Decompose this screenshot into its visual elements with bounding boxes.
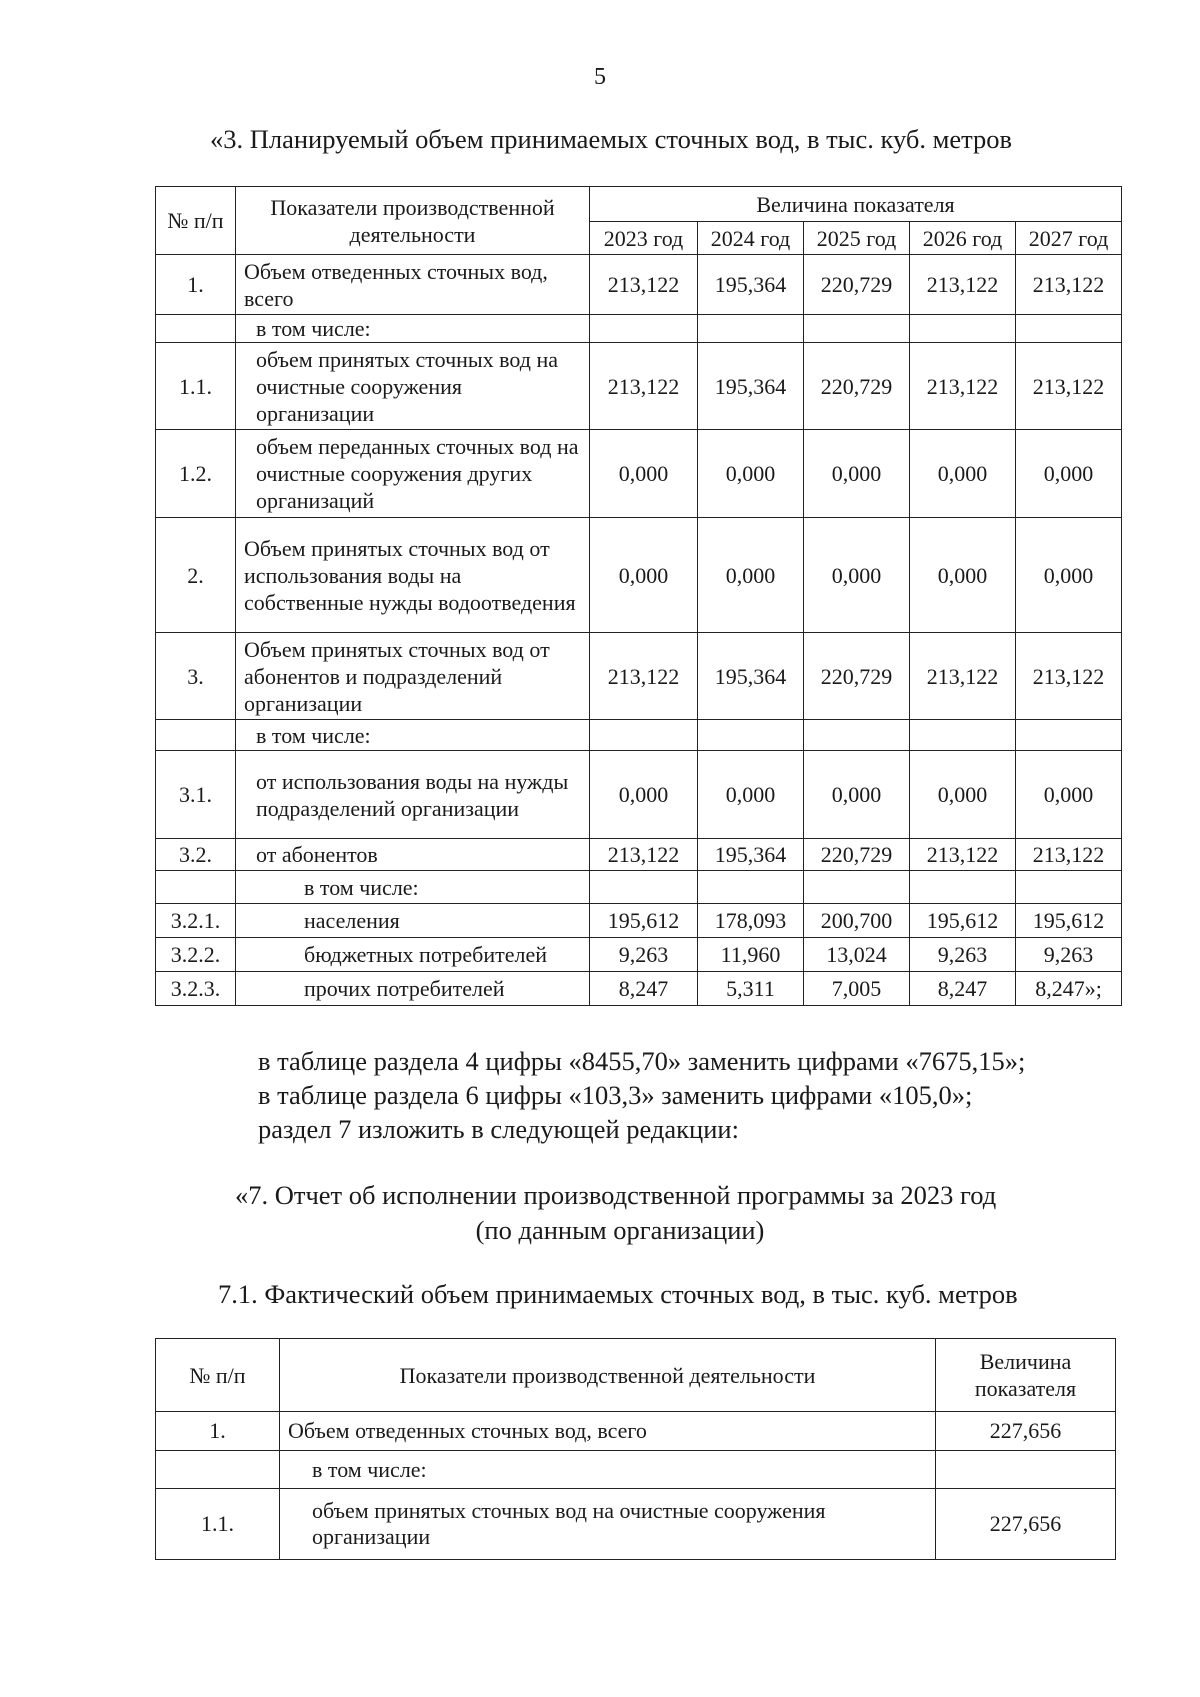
section-71-title: 7.1. Фактический объем принимаемых сточных вод, в тыс. куб. метров [218,1279,1018,1309]
row-value: 0,000 [590,430,698,518]
row-label: бюджетных потребителей [236,938,590,972]
row-value: 220,729 [804,839,910,871]
row-num: 3.2.2. [156,938,236,972]
row-value: 0,000 [910,518,1016,633]
section-7-title: «7. Отчет об исполнении производственной программы за 2023 год [235,1180,997,1210]
row-value [698,871,804,904]
header-year: 2023 год [590,222,698,255]
row-num [156,720,236,751]
row-value: 0,000 [1016,430,1122,518]
table-row [156,518,1122,633]
row-value: 227,656 [936,1489,1116,1560]
table-row [156,343,1122,430]
row-num: 1.2. [156,430,236,518]
table-row [156,839,1122,871]
header-year: 2027 год [1016,222,1122,255]
row-num [156,315,236,343]
row-value [590,720,698,751]
row-value: 195,612 [590,904,698,938]
row-label: объем принятых сточных вод на очистные сооружения организации [236,343,590,430]
row-value: 0,000 [804,518,910,633]
row-value: 195,364 [698,343,804,430]
header-num: № п/п [156,187,236,255]
row-value: 213,122 [590,255,698,315]
table-row [156,430,1122,518]
row-label: в том числе: [236,315,590,343]
row-value [804,720,910,751]
header-indicator: Показатели производственной деятельности [280,1339,936,1412]
table-row [156,1412,1116,1451]
row-label: Объем принятых сточных вод от абонентов и подразделений организации [236,633,590,720]
table-row [156,972,1122,1006]
row-value: 9,263 [910,938,1016,972]
section-7-subtitle: (по данным организации) [475,1215,765,1245]
row-value: 0,000 [1016,518,1122,633]
row-value: 0,000 [698,518,804,633]
row-value: 13,024 [804,938,910,972]
row-value: 9,263 [590,938,698,972]
header-year: 2025 год [804,222,910,255]
row-value [590,871,698,904]
row-value: 213,122 [1016,343,1122,430]
row-num: 1.1. [156,1489,280,1560]
row-num: 3.2.3. [156,972,236,1006]
row-value [910,315,1016,343]
row-num: 2. [156,518,236,633]
row-value: 213,122 [910,633,1016,720]
row-value: 5,311 [698,972,804,1006]
row-value [590,315,698,343]
row-value: 8,247 [910,972,1016,1006]
row-value: 9,263 [1016,938,1122,972]
row-value [804,315,910,343]
row-value: 0,000 [910,430,1016,518]
row-value: 213,122 [590,839,698,871]
row-num: 3.2.1. [156,904,236,938]
table-row [156,938,1122,972]
row-value: 220,729 [804,255,910,315]
actual-wastewater-table [155,1338,1116,1560]
instruction-line: в таблице раздела 4 цифры «8455,70» заменить цифрами «7675,15»; [258,1046,1026,1076]
row-value: 0,000 [804,751,910,839]
row-label: населения [236,904,590,938]
row-value: 200,700 [804,904,910,938]
section-3-title: «3. Планируемый объем принимаемых сточных вод, в тыс. куб. метров [210,124,1013,154]
table-row [156,871,1122,904]
row-value: 220,729 [804,633,910,720]
row-label: от использования воды на нужды подразделений организации [236,751,590,839]
row-value: 195,364 [698,839,804,871]
row-value: 8,247»; [1016,972,1122,1006]
row-value: 8,247 [590,972,698,1006]
row-value: 213,122 [1016,255,1122,315]
row-value [910,871,1016,904]
row-value [804,871,910,904]
table-row [156,1451,1116,1489]
row-value: 213,122 [1016,839,1122,871]
table-row [156,633,1122,720]
row-label: объем переданных сточных вод на очистные сооружения других организаций [236,430,590,518]
row-label: объем принятых сточных вод на очистные сооружения организации [280,1489,936,1560]
row-value: 0,000 [590,518,698,633]
row-value [698,315,804,343]
row-value: 213,122 [590,343,698,430]
row-label: прочих потребителей [236,972,590,1006]
row-value: 7,005 [804,972,910,1006]
instruction-line: раздел 7 изложить в следующей редакции: [258,1114,739,1144]
row-value: 195,364 [698,633,804,720]
row-label: в том числе: [236,720,590,751]
row-value: 213,122 [910,255,1016,315]
row-label: Объем принятых сточных вод от использования воды на собственные нужды водоотведения [236,518,590,633]
row-value [698,720,804,751]
row-value: 195,612 [1016,904,1122,938]
row-value: 195,612 [910,904,1016,938]
row-value [910,720,1016,751]
header-year: 2024 год [698,222,804,255]
header-indicator: Показатели производственной деятельности [236,187,590,255]
row-value [936,1451,1116,1489]
row-value [1016,315,1122,343]
row-num: 3. [156,633,236,720]
row-value: 220,729 [804,343,910,430]
table-row [156,720,1122,751]
row-value: 0,000 [910,751,1016,839]
table-row [156,1489,1116,1560]
row-label: в том числе: [280,1451,936,1489]
row-value: 178,093 [698,904,804,938]
row-value: 0,000 [804,430,910,518]
row-num: 3.1. [156,751,236,839]
row-value: 213,122 [910,343,1016,430]
row-num: 1.1. [156,343,236,430]
row-value: 0,000 [698,751,804,839]
row-num: 1. [156,1412,280,1451]
row-value: 213,122 [590,633,698,720]
header-year: 2026 год [910,222,1016,255]
row-value: 227,656 [936,1412,1116,1451]
page-number: 5 [594,64,606,90]
row-value [1016,720,1122,751]
table-row [156,751,1122,839]
instruction-line: в таблице раздела 6 цифры «103,3» заменить цифрами «105,0»; [258,1080,973,1110]
row-value: 213,122 [910,839,1016,871]
row-label: в том числе: [236,871,590,904]
row-value: 0,000 [1016,751,1122,839]
header-num: № п/п [156,1339,280,1412]
row-num: 3.2. [156,839,236,871]
row-label: Объем отведенных сточных вод, всего [236,255,590,315]
table-row [156,904,1122,938]
row-value: 11,960 [698,938,804,972]
row-label: от абонентов [236,839,590,871]
header-value-group: Величина показателя [590,187,1122,222]
table-row [156,255,1122,315]
row-value: 0,000 [590,751,698,839]
table-row [156,315,1122,343]
row-value: 213,122 [1016,633,1122,720]
row-value [1016,871,1122,904]
header-value: Величина показателя [936,1339,1116,1412]
row-num [156,871,236,904]
row-value: 195,364 [698,255,804,315]
row-value: 0,000 [698,430,804,518]
row-num [156,1451,280,1489]
planned-wastewater-table [155,186,1122,1006]
row-label: Объем отведенных сточных вод, всего [280,1412,936,1451]
row-num: 1. [156,255,236,315]
